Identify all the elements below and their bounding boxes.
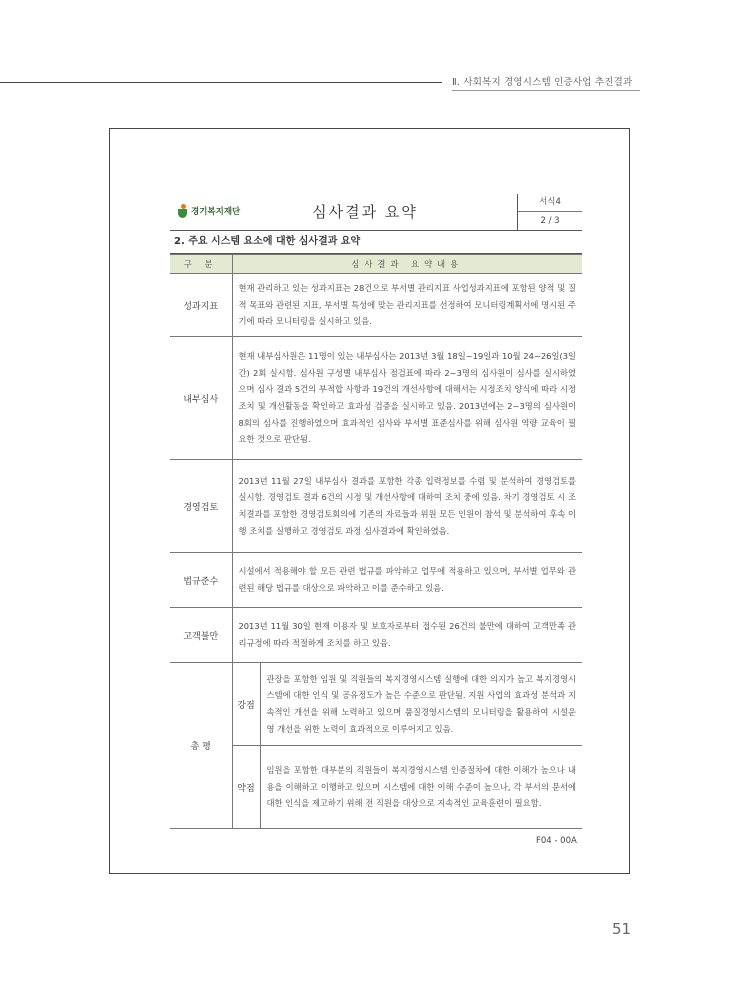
table-row [170, 274, 582, 337]
table-header-row [170, 255, 582, 274]
page-number: 51 [612, 920, 632, 938]
audit-summary-form [170, 194, 582, 829]
row-category: 성과지표 [170, 274, 232, 337]
table-row [170, 553, 582, 608]
summary-table [170, 254, 582, 829]
header-rule-right [452, 90, 640, 91]
table-row [170, 337, 582, 460]
form-ref-label: 서식4 [518, 194, 582, 212]
form-ref-box [517, 194, 582, 230]
table-row [170, 608, 582, 663]
section-caption: Ⅱ. 사회복지 경영시스템 인증사업 추진결과 [452, 77, 633, 88]
form-code: F04 - 00A [536, 836, 577, 846]
weakness-label: 약점 [232, 746, 260, 829]
header-rule-left [0, 82, 442, 83]
header-category: 구 분 [170, 255, 232, 274]
table-row [170, 460, 582, 553]
form-title: 심사결과 요약 [312, 203, 418, 221]
table-row-overall-weakness [170, 746, 582, 829]
row-category: 경영검토 [170, 460, 232, 553]
row-content: 시설에서 적용해야 할 모든 관련 법규를 파악하고 업무에 적용하고 있으며, 부서별 업무와 관련된 해당 법규를 대상으로 파악하고 이를 준수하고 있음. [232, 553, 582, 608]
row-category: 법규준수 [170, 553, 232, 608]
row-content: 현재 관리하고 있는 성과지표는 28건으로 부서별 관리지표 사업성과지표에 포함된 양적 및 질적 목표와 관련된 지표, 부서별 특성에 맞는 관리지표를 선정하여 모니터링계획서에 명시된 주기에 따라 모니터링을 실시하고 있음. [232, 274, 582, 337]
row-content: 현재 내부심사원은 11명이 있는 내부심사는 2013년 3월 18일~19일과 10월 24~26일(3일간) 2회 실시함. 심사원 구성별 내부심사 점검표에 따라 2~3명의 심사원이 심사를 실시하였으며 심사 결과 5건의 부적합 사항과 19건의 개선사항에 대해서는 시정조치 양식에 따라 시정조치 및 개선활동을 확인하고 효과성 검증을 실시하고 있음. 2013년에는 2~3명의 심사원이 8회의 심사를 진행하였으며 효과적인 심사와 부서별 표준심사를 위해 심사원 역량 교육이 필요한 것으로 판단됨. [232, 337, 582, 460]
row-category: 내부심사 [170, 337, 232, 460]
logo-text: 경기복지재단 [191, 207, 241, 217]
header-content: 심사결과 요약내용 [232, 255, 582, 274]
overall-category: 총 평 [170, 663, 232, 829]
strengths-label: 강점 [232, 663, 260, 746]
row-content: 2013년 11월 27일 내부심사 결과를 포함한 각종 입력정보를 수렴 및 분석하여 경영검토를 실시함. 경영검토 결과 6건의 시정 및 개선사항에 대하여 조치 중에 있음. 차기 경영검토 시 조치결과를 포함한 경영검토회의에 기존의 자료들과 위원 모든 인원이 참석 및 분석하여 후속 이행 조치를 실행하고 경영검토 과정 심사결과에 확인하였음. [232, 460, 582, 553]
form-page-of: 2 / 3 [540, 216, 560, 226]
row-content: 2013년 11월 30일 현재 이용자 및 보호자로부터 접수된 26건의 불만에 대하여 고객만족 관리규정에 따라 적절하게 조치를 하고 있음. [232, 608, 582, 663]
weakness-content: 임원을 포함한 대부분의 직원들이 복지경영시스템 인증절차에 대한 이해가 높으나 내용을 이해하고 이행하고 있으며 시스템에 대한 이해 수준이 높으나, 각 부서의 문서에 대한 인식을 제고하기 위해 전 직원을 대상으로 지속적인 교육훈련이 필요함. [260, 746, 582, 829]
table-row-overall-strengths [170, 663, 582, 746]
strengths-content: 관장을 포함한 임원 및 직원들의 복지경영시스템 실행에 대한 의지가 높고 복지경영시스템에 대한 인식 및 공유정도가 높은 수준으로 판단됨. 지원 사업의 효과성 분석과 지속적인 개선을 위해 노력하고 있으며 품질경영시스템의 모니터링을 활용하여 시설운영 개선을 위한 노력이 효과적으로 이루어지고 있음. [260, 663, 582, 746]
section-title: 2. 주요 시스템 요소에 대한 심사결과 요약 [170, 231, 582, 254]
foundation-logo [178, 204, 240, 218]
form-header [170, 194, 582, 231]
row-category: 고객불만 [170, 608, 232, 663]
logo-mark-icon [178, 204, 188, 218]
